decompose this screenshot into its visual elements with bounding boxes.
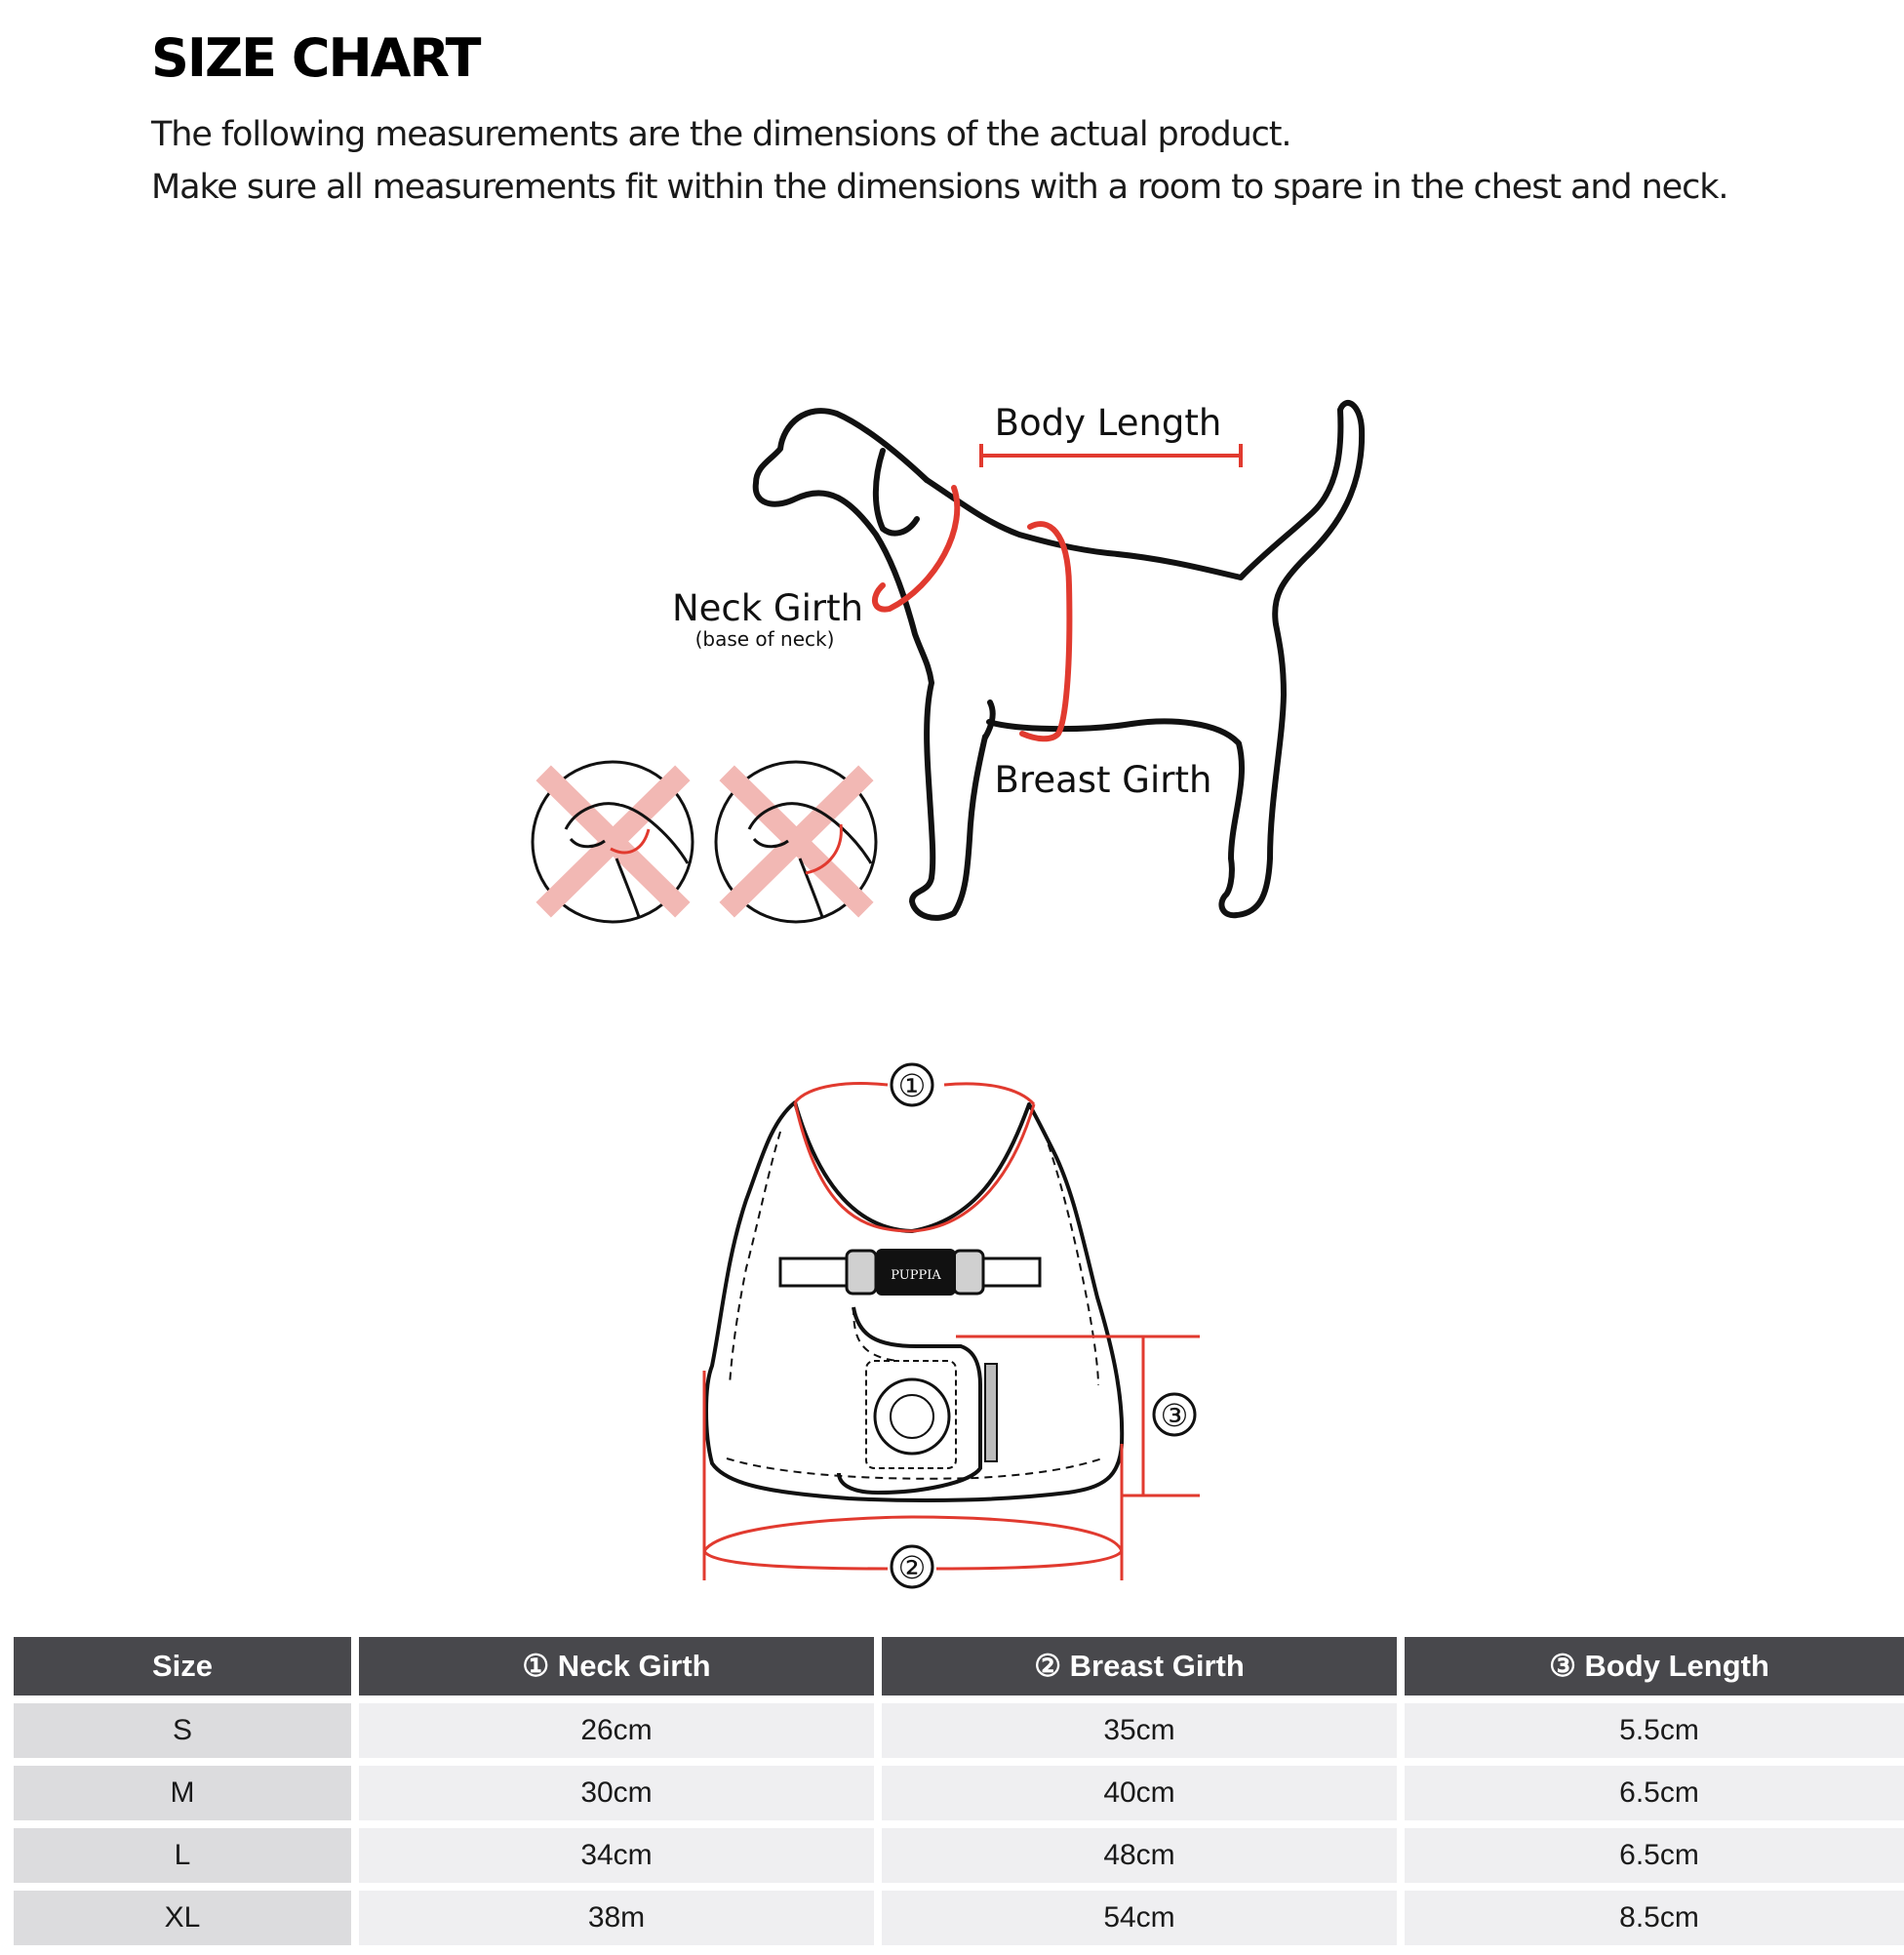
- breast-girth-cell: 40cm: [882, 1766, 1397, 1820]
- wrong-example-1: [533, 762, 693, 922]
- body-length-cell: 8.5cm: [1405, 1891, 1904, 1945]
- neck-girth-label: Neck Girth: [671, 587, 864, 629]
- neck-girth-cell: 30cm: [359, 1766, 874, 1820]
- neck-girth-ring: [875, 488, 957, 610]
- table-row: [14, 1766, 1904, 1820]
- neck-girth-cell: 38m: [359, 1891, 874, 1945]
- body-length-cell: 5.5cm: [1405, 1703, 1904, 1758]
- header-size: Size: [14, 1637, 351, 1696]
- header-neck-girth: ① Neck Girth: [359, 1637, 874, 1696]
- body-length-indicator: [981, 444, 1241, 467]
- harness-measurement-diagram: [0, 1044, 1904, 1610]
- size-table: [6, 1629, 1904, 1953]
- page-title: SIZE CHART: [151, 27, 480, 89]
- body-length-cell: 6.5cm: [1405, 1828, 1904, 1883]
- marker-2: ②: [897, 1549, 927, 1586]
- size-cell: S: [14, 1703, 351, 1758]
- buckle-brand: PUPPIA: [891, 1268, 941, 1283]
- table-row: [14, 1891, 1904, 1945]
- dog-measurement-diagram: [0, 371, 1904, 956]
- body-length-label: Body Length: [994, 402, 1222, 444]
- size-cell: L: [14, 1828, 351, 1883]
- header-body-length: ③ Body Length: [1405, 1637, 1904, 1696]
- header-breast-girth: ② Breast Girth: [882, 1637, 1397, 1696]
- breast-girth-cell: 48cm: [882, 1828, 1397, 1883]
- marker-3: ③: [1160, 1397, 1189, 1434]
- body-length-cell: 6.5cm: [1405, 1766, 1904, 1820]
- marker-1: ①: [897, 1067, 927, 1104]
- description-line-2: Make sure all measurements fit within the dimensions with a room to spare in the chest and neck.: [151, 168, 1728, 207]
- neck-girth-cell: 26cm: [359, 1703, 874, 1758]
- table-row: [14, 1828, 1904, 1883]
- neck-girth-note: (base of neck): [694, 627, 835, 651]
- wrong-example-2: [716, 762, 876, 922]
- size-cell: M: [14, 1766, 351, 1820]
- table-row: [14, 1703, 1904, 1758]
- breast-girth-cell: 35cm: [882, 1703, 1397, 1758]
- description-line-1: The following measurements are the dimensions of the actual product.: [151, 115, 1291, 154]
- table-header-row: [14, 1637, 1904, 1696]
- size-cell: XL: [14, 1891, 351, 1945]
- breast-girth-label: Breast Girth: [994, 759, 1212, 801]
- neck-girth-cell: 34cm: [359, 1828, 874, 1883]
- breast-girth-ring: [1022, 524, 1069, 738]
- breast-girth-cell: 54cm: [882, 1891, 1397, 1945]
